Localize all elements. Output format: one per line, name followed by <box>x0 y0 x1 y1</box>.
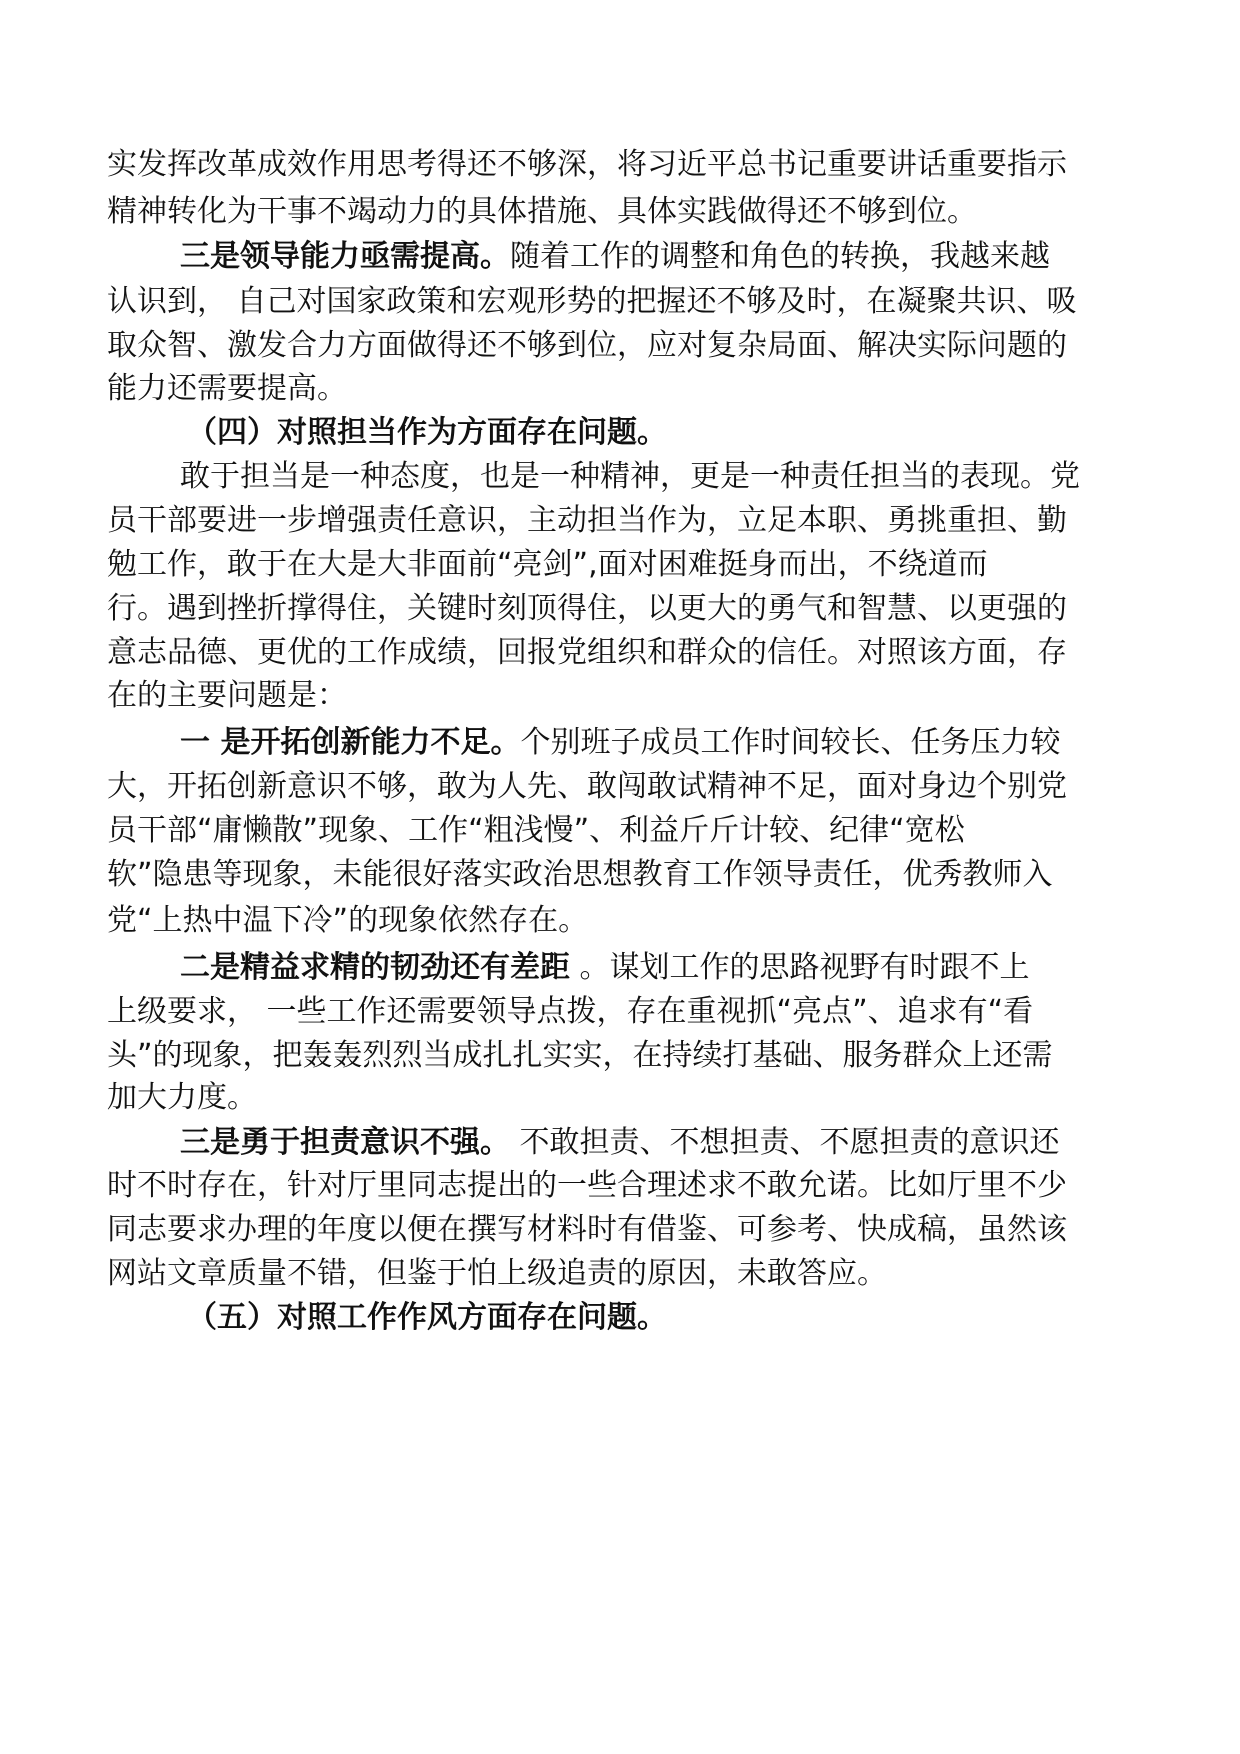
point-heading: 三是领导能力亟需提高。 <box>180 239 510 274</box>
text-line: 勉工作，敢于在大是大非面前“亮剑”,面对困难挺身而出，不绕道而 <box>107 547 988 582</box>
text-line: 软”隐患等现象，未能很好落实政治思想教育工作领导责任，优秀教师入 <box>107 857 1053 892</box>
paragraph-point-3b: 三是勇于担责意识不强。 不敢担责、不想担责、不愿担责的意识还 <box>180 1125 1060 1160</box>
text-line: 能力还需要提高。 <box>107 371 347 406</box>
section-heading-5: （五）对照工作作风方面存在问题。 <box>187 1300 667 1335</box>
text-line: 意志品德、更优的工作成绩，回报党组织和群众的信任。对照该方面，存 <box>107 635 1067 670</box>
text-line: 同志要求办理的年度以便在撰写材料时有借鉴、可参考、快成稿，虽然该 <box>107 1212 1067 1247</box>
text-line: 实发挥改革成效作用思考得还不够深，将习近平总书记重要讲话重要指示 <box>107 147 1067 182</box>
paragraph-point-2: 二是精益求精的韧劲还有差距 。谋划工作的思路视野有时跟不上 <box>180 950 1030 985</box>
section-heading-4: （四）对照担当作为方面存在问题。 <box>187 415 667 450</box>
text-line: 网站文章质量不错，但鉴于怕上级追责的原因，未敢答应。 <box>107 1256 887 1291</box>
text-line: 大，开拓创新意识不够，敢为人先、敢闯敢试精神不足，面对身边个别党 <box>107 769 1067 804</box>
text-line: 行。遇到挫折撑得住，关键时刻顶得住，以更大的勇气和智慧、以更强的 <box>107 591 1067 626</box>
text-line: 敢于担当是一种态度，也是一种精神，更是一种责任担当的表现。党 <box>180 459 1080 494</box>
point-heading: 三是勇于担责意识不强。 <box>180 1125 510 1160</box>
text-line: 精神转化为干事不竭动力的具体措施、具体实践做得还不够到位。 <box>107 194 977 229</box>
text-line: 认识到， 自己对国家政策和宏观形势的把握还不够及时，在凝聚共识、吸 <box>107 284 1077 319</box>
text-line: 上级要求， 一些工作还需要领导点拨，存在重视抓“亮点”、追求有“看 <box>107 994 1034 1029</box>
point-heading: 二是精益求精的韧劲还有差距 <box>180 950 570 985</box>
paragraph-point-1: 一 是开拓创新能力不足。个别班子成员工作时间较长、任务压力较 <box>180 725 1061 760</box>
text-line: 头”的现象，把轰轰烈烈当成扎扎实实，在持续打基础、服务群众上还需 <box>107 1038 1053 1073</box>
text-line: 时不时存在，针对厅里同志提出的一些合理述求不敢允诺。比如厅里不少 <box>107 1168 1067 1203</box>
text-line: 员干部“庸懒散”现象、工作“粗浅慢”、利益斤斤计较、纪律“宽松 <box>107 813 965 848</box>
paragraph-point-3: 三是领导能力亟需提高。随着工作的调整和角色的转换，我越来越 <box>180 239 1050 274</box>
point-heading: 一 是开拓创新能力不足。 <box>180 725 521 760</box>
text-line: 加大力度。 <box>107 1080 257 1115</box>
text-line: 取众智、激发合力方面做得还不够到位，应对复杂局面、解决实际问题的 <box>107 328 1067 363</box>
text-line: 党“上热中温下冷”的现象依然存在。 <box>107 903 589 938</box>
text-line: 在的主要问题是： <box>107 678 347 713</box>
text-line: 员干部要进一步增强责任意识，主动担当作为，立足本职、勇挑重担、勤 <box>107 503 1067 538</box>
